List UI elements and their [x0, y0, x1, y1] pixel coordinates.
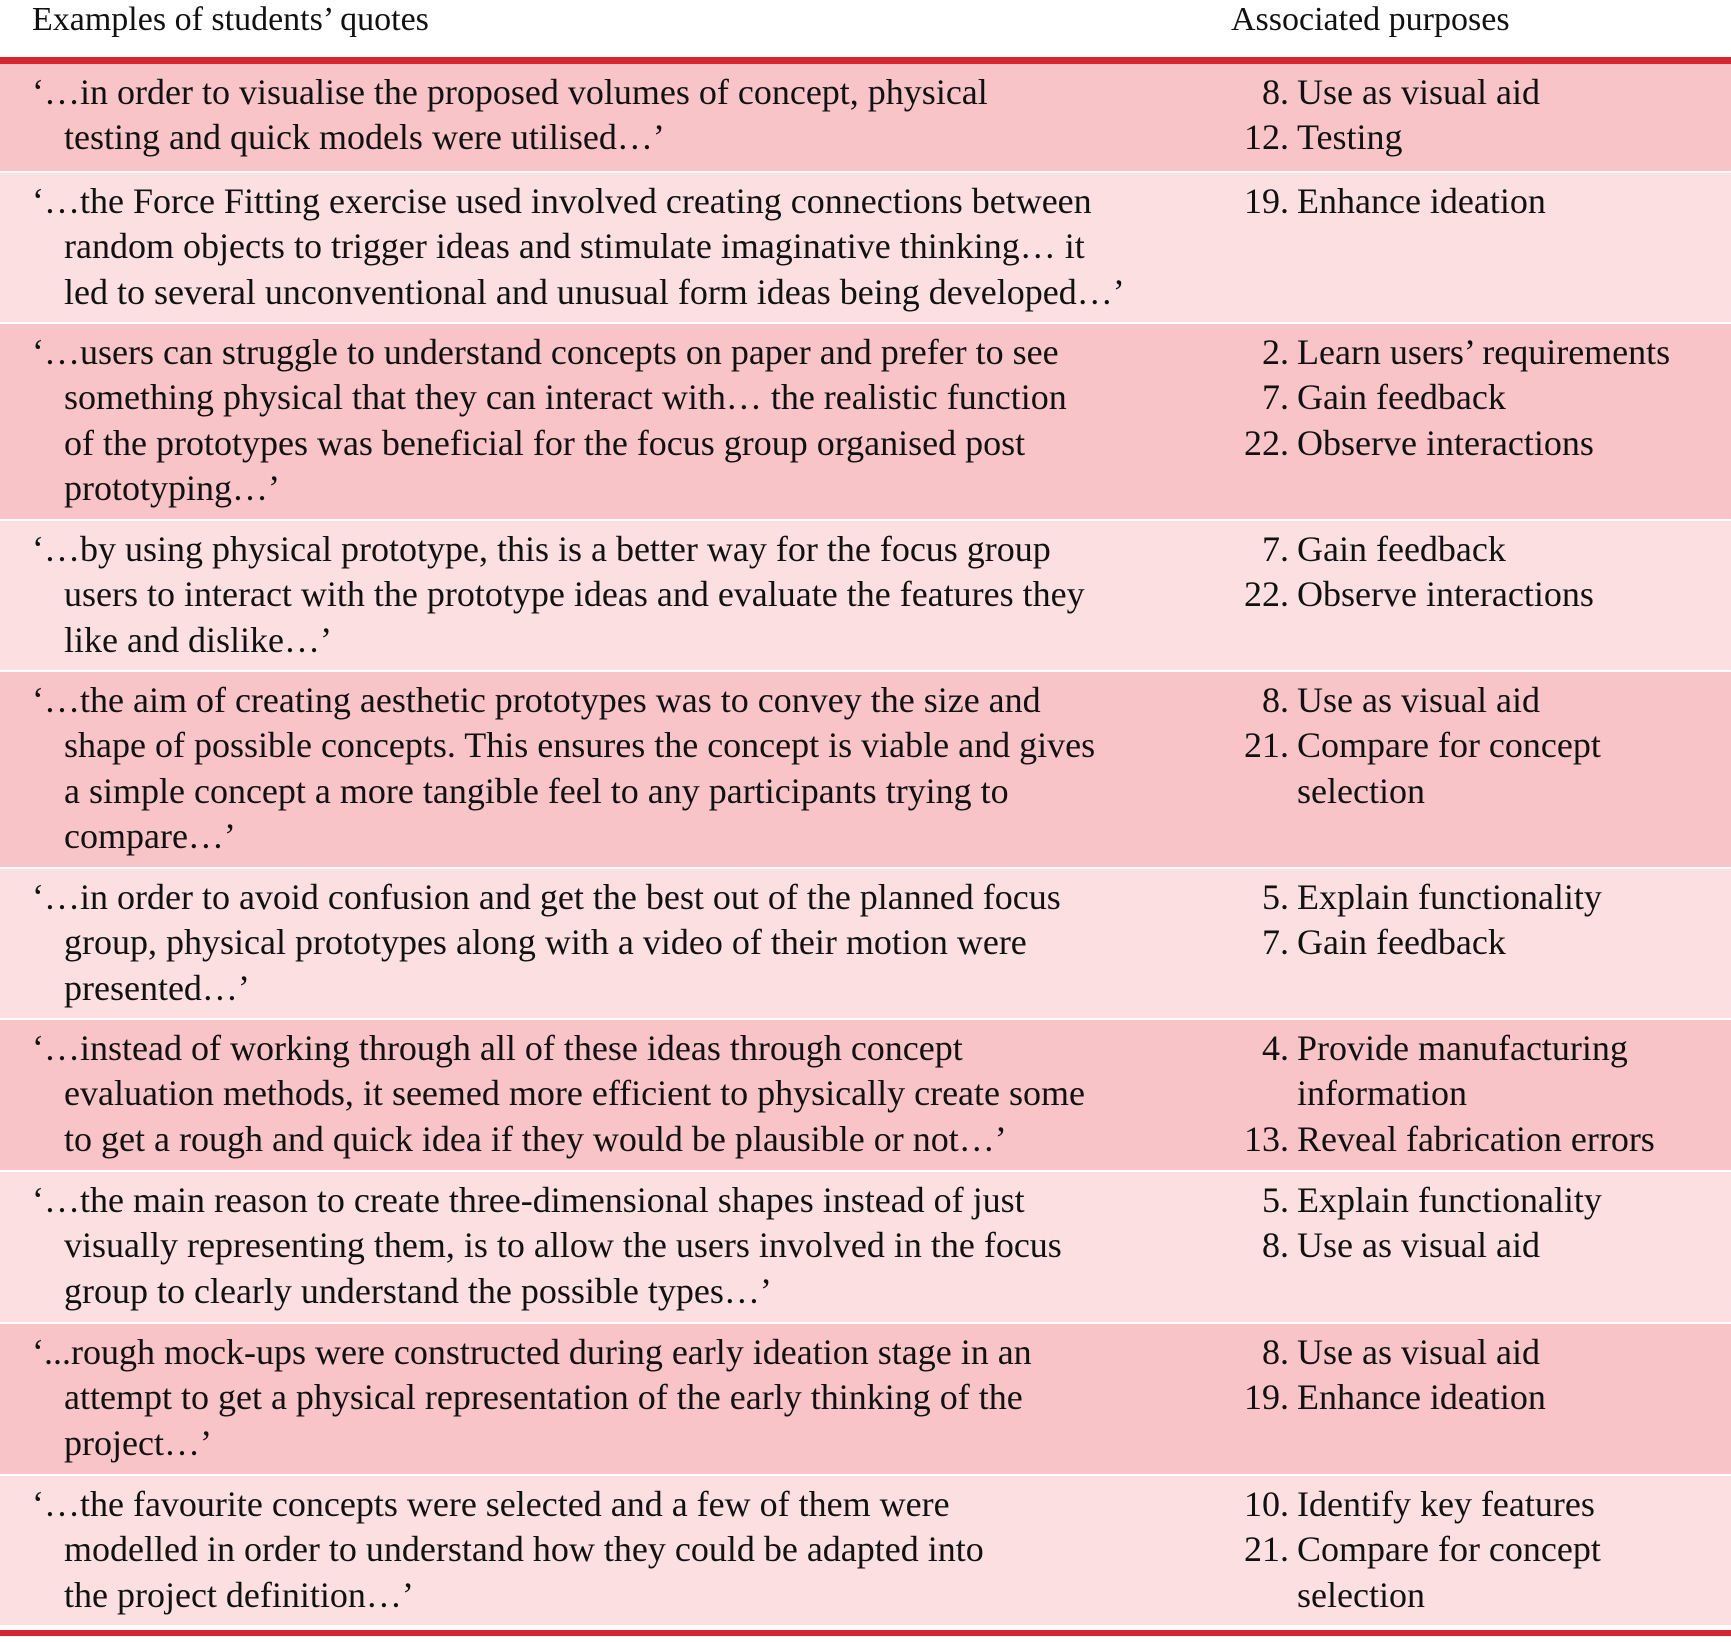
purpose-number: 21.	[1244, 1529, 1289, 1570]
purpose-label-line: Explain functionality	[1297, 877, 1602, 917]
purpose-number: 5.	[1262, 877, 1289, 917]
purpose-number: 19.	[1244, 181, 1289, 221]
column-header-quotes: Examples of students’ quotes	[32, 1, 429, 38]
purpose-number: 8.	[1262, 72, 1289, 112]
purpose-item	[1231, 1178, 1731, 1223]
table-row	[0, 1020, 1731, 1170]
purpose-item	[1231, 678, 1731, 723]
purpose-label	[1297, 1117, 1655, 1162]
associated-purposes	[1231, 875, 1731, 966]
purpose-number: 5.	[1262, 1180, 1289, 1220]
quote-line: group to clearly understand the possible types…’	[64, 1270, 772, 1311]
purpose-label	[1297, 527, 1506, 572]
quote-line: testing and quick models were utilised…’	[64, 117, 665, 158]
purpose-number: 7.	[1262, 922, 1289, 963]
associated-purposes	[1231, 179, 1731, 224]
purpose-item	[1231, 1117, 1731, 1162]
quote-line: of the prototypes was beneficial for the focus group organised post	[64, 422, 1026, 463]
quote-line: users to interact with the prototype ideas and evaluate the features they	[64, 574, 1085, 615]
purpose-label	[1297, 1330, 1540, 1375]
student-quote	[32, 1178, 1202, 1314]
quote-line: presented…’	[64, 967, 250, 1008]
quote-line: the project definition…’	[64, 1574, 414, 1615]
associated-purposes	[1231, 678, 1731, 814]
quote-line: compare…’	[64, 815, 236, 856]
purpose-number: 22.	[1244, 422, 1289, 463]
purpose-item	[1231, 115, 1731, 160]
purpose-label	[1297, 920, 1506, 965]
purpose-label	[1297, 421, 1594, 466]
purpose-number: 19.	[1244, 1377, 1289, 1418]
purpose-label-line: selection	[1297, 1574, 1425, 1615]
purpose-label-line: selection	[1297, 770, 1425, 811]
purpose-label	[1297, 1178, 1602, 1223]
purpose-label-line: Testing	[1297, 117, 1403, 158]
student-quote	[32, 1026, 1202, 1162]
quote-line: ‘…the Force Fitting exercise used involved creating connections between	[32, 181, 1092, 221]
purpose-label-line: Gain feedback	[1297, 377, 1506, 418]
student-quote	[32, 330, 1202, 511]
quote-line: visually representing them, is to allow the users involved in the focus	[64, 1225, 1062, 1266]
purpose-label	[1297, 1375, 1546, 1420]
quote-line: ‘…users can struggle to understand concepts on paper and prefer to see	[32, 332, 1059, 372]
purpose-number: 7.	[1262, 377, 1289, 418]
purpose-label	[1297, 1482, 1595, 1527]
purpose-item	[1231, 875, 1731, 920]
purpose-number: 8.	[1262, 1225, 1289, 1266]
student-quote	[32, 1330, 1202, 1466]
purpose-number: 8.	[1262, 1332, 1289, 1372]
student-quote	[32, 70, 1202, 161]
purpose-label	[1297, 70, 1540, 115]
quote-line: project…’	[64, 1422, 212, 1463]
purpose-label-line: Enhance ideation	[1297, 1377, 1546, 1418]
purpose-label	[1297, 572, 1594, 617]
purpose-label-line: Reveal fabrication errors	[1297, 1118, 1655, 1159]
purpose-label	[1297, 1026, 1628, 1117]
purpose-item	[1231, 421, 1731, 466]
column-header-purposes: Associated purposes	[1231, 1, 1510, 38]
purpose-item	[1231, 179, 1731, 224]
quote-line: ‘…in order to visualise the proposed volumes of concept, physical	[32, 72, 988, 112]
purpose-label	[1297, 723, 1601, 814]
table-row	[0, 869, 1731, 1018]
associated-purposes	[1231, 527, 1731, 618]
quote-line: like and dislike…’	[64, 619, 332, 660]
table-row	[0, 324, 1731, 519]
student-quote	[32, 875, 1202, 1011]
purpose-label-line: Observe interactions	[1297, 422, 1594, 463]
purpose-label-line: Observe interactions	[1297, 574, 1594, 615]
bottom-rule	[0, 1630, 1731, 1636]
associated-purposes	[1231, 70, 1731, 161]
purpose-item	[1231, 920, 1731, 965]
student-quote	[32, 678, 1202, 859]
associated-purposes	[1231, 1026, 1731, 1162]
purpose-label	[1297, 375, 1506, 420]
table-header	[0, 0, 1731, 57]
quote-line: ‘…the aim of creating aesthetic prototypes was to convey the size and	[32, 680, 1041, 720]
quote-line: ‘...rough mock-ups were constructed during early ideation stage in an	[32, 1332, 1032, 1372]
purpose-item	[1231, 723, 1731, 814]
quote-line: ‘…the main reason to create three-dimensional shapes instead of just	[32, 1180, 1025, 1220]
purpose-label	[1297, 875, 1602, 920]
table-row	[0, 521, 1731, 670]
quote-line: prototyping…’	[64, 467, 280, 508]
purpose-item	[1231, 1375, 1731, 1420]
purpose-number: 2.	[1262, 332, 1289, 372]
purpose-label-line: information	[1297, 1073, 1467, 1114]
quote-line: to get a rough and quick idea if they would be plausible or not…’	[64, 1118, 1007, 1159]
student-quote	[32, 527, 1202, 663]
table-row	[0, 173, 1731, 322]
purpose-label-line: Gain feedback	[1297, 922, 1506, 963]
purpose-label	[1297, 1527, 1601, 1618]
purpose-label	[1297, 179, 1546, 224]
purpose-item	[1231, 1482, 1731, 1527]
purpose-number: 21.	[1244, 725, 1289, 766]
purpose-label	[1297, 115, 1402, 160]
purpose-number: 10.	[1244, 1484, 1289, 1524]
purpose-item	[1231, 527, 1731, 572]
quote-line: modelled in order to understand how they could be adapted into	[64, 1529, 984, 1570]
purpose-item	[1231, 1026, 1731, 1117]
purpose-number: 4.	[1262, 1028, 1289, 1068]
quote-line: ‘…instead of working through all of these ideas through concept	[32, 1028, 963, 1068]
purpose-item	[1231, 1527, 1731, 1618]
purpose-label-line: Identify key features	[1297, 1484, 1595, 1524]
quote-line: random objects to trigger ideas and stimulate imaginative thinking… it	[64, 226, 1085, 267]
quote-line: something physical that they can interact with… the realistic function	[64, 377, 1067, 418]
header-rule	[0, 57, 1731, 64]
quote-line: ‘…the favourite concepts were selected and a few of them were	[32, 1484, 950, 1524]
purpose-label-line: Explain functionality	[1297, 1180, 1602, 1220]
purpose-number: 13.	[1244, 1118, 1289, 1159]
quote-line: ‘…by using physical prototype, this is a better way for the focus group	[32, 529, 1051, 569]
purpose-label-line: Use as visual aid	[1297, 680, 1540, 720]
quote-line: ‘…in order to avoid confusion and get the best out of the planned focus	[32, 877, 1061, 917]
purpose-label	[1297, 678, 1540, 723]
purpose-label-line: Provide manufacturing	[1297, 1028, 1628, 1068]
quote-line: group, physical prototypes along with a video of their motion were	[64, 922, 1027, 963]
purpose-number: 12.	[1244, 117, 1289, 158]
purpose-item	[1231, 70, 1731, 115]
purpose-label-line: Use as visual aid	[1297, 72, 1540, 112]
purpose-number: 22.	[1244, 574, 1289, 615]
quote-line: evaluation methods, it seemed more efficient to physically create some	[64, 1073, 1085, 1114]
table-row	[0, 1476, 1731, 1625]
associated-purposes	[1231, 1482, 1731, 1618]
purpose-label-line: Gain feedback	[1297, 529, 1506, 569]
purpose-item	[1231, 572, 1731, 617]
quote-line: led to several unconventional and unusual form ideas being developed…’	[64, 271, 1125, 312]
student-quote	[32, 179, 1202, 315]
purpose-number: 8.	[1262, 680, 1289, 720]
table-row	[0, 1324, 1731, 1474]
purpose-label	[1297, 1223, 1540, 1268]
associated-purposes	[1231, 1178, 1731, 1269]
purpose-label-line: Enhance ideation	[1297, 181, 1546, 221]
purpose-item	[1231, 1330, 1731, 1375]
quote-line: attempt to get a physical representation of the early thinking of the	[64, 1377, 1023, 1418]
purpose-item	[1231, 1223, 1731, 1268]
quote-line: a simple concept a more tangible feel to any participants trying to	[64, 770, 1009, 811]
table-row	[0, 64, 1731, 171]
purpose-label-line: Compare for concept	[1297, 725, 1601, 766]
quote-line: shape of possible concepts. This ensures the concept is viable and gives	[64, 725, 1096, 766]
table-row	[0, 1172, 1731, 1322]
purpose-item	[1231, 375, 1731, 420]
purpose-label-line: Use as visual aid	[1297, 1332, 1540, 1372]
student-quote	[32, 1482, 1202, 1618]
table-row	[0, 672, 1731, 867]
purpose-label-line: Use as visual aid	[1297, 1225, 1540, 1266]
purpose-label-line: Compare for concept	[1297, 1529, 1601, 1570]
associated-purposes	[1231, 330, 1731, 466]
associated-purposes	[1231, 1330, 1731, 1421]
purpose-item	[1231, 330, 1731, 375]
purpose-number: 7.	[1262, 529, 1289, 569]
purpose-label	[1297, 330, 1670, 375]
purpose-label-line: Learn users’ requirements	[1297, 332, 1671, 372]
